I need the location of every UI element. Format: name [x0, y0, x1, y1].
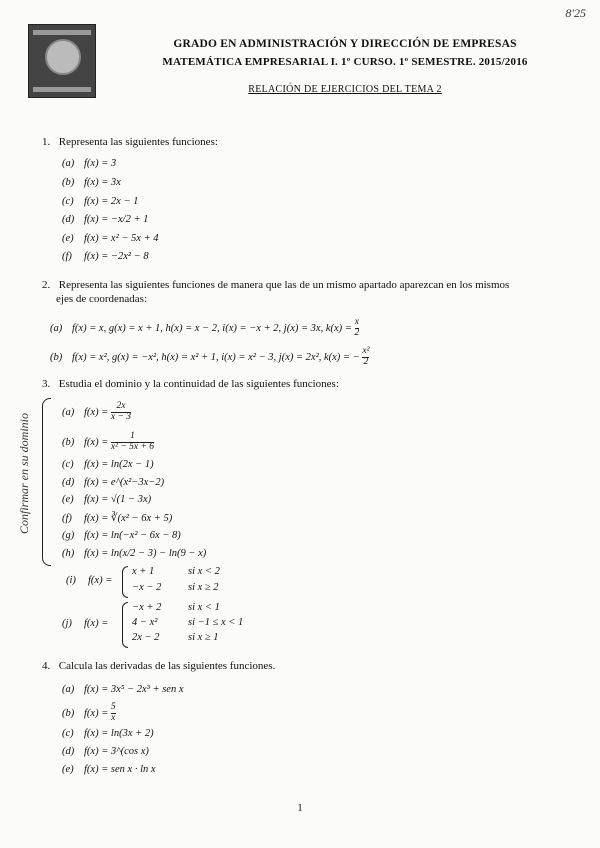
q3-item-b: (b) f(x) = $\frac{1}{\text{x² − 5x + 6}}$ — [62, 431, 155, 452]
question-2 — [42, 279, 562, 291]
piecewise-brace-i — [122, 566, 128, 598]
q3-item-a: (a) f(x) = $\frac{2x}{x - 3}$ — [62, 401, 132, 422]
question-3 — [42, 378, 339, 390]
q3-item-j: (j) f(x) = — [62, 618, 109, 629]
q4-item-c: (c) f(x) = ln(3x + 2) — [62, 728, 154, 739]
q4-item-b: (b) f(x) = $\frac{5}{x}$ — [62, 702, 116, 723]
question-text: Estudia el dominio y la continuidad de las siguientes funciones: — [58, 378, 339, 390]
q1-item-f: (f) f(x) = −2x² − 8 — [62, 251, 149, 262]
q3-item-i: (i) f(x) = — [66, 575, 113, 586]
q4-item-e: (e) f(x) = sen x · ln x — [62, 764, 156, 775]
q1-item-b: (b) f(x) = 3x — [62, 177, 121, 188]
logo-seal — [45, 39, 81, 75]
header-line-1: GRADO EN ADMINISTRACIÓN Y DIRECCIÓN DE EMPRESAS — [173, 38, 517, 50]
q3-item-h: (h) f(x) = ln(x/2 − 3) − ln(9 − x) — [62, 548, 207, 559]
question-2-cont: ejes de coordenadas: — [56, 293, 148, 305]
page-number: 1 — [297, 802, 303, 814]
question-4 — [42, 660, 275, 672]
q4-item-d: (d) f(x) = 3^(cos x) — [62, 746, 149, 757]
question-number: 2. — [42, 279, 51, 291]
q3-item-f: (f) f(x) = ∛(x² − 6x + 5) — [62, 513, 173, 524]
q1-item-a: (a) f(x) = 3 — [62, 158, 117, 169]
q1-item-c: (c) f(x) = 2x − 1 — [62, 196, 139, 207]
q1-item-e: (e) f(x) = x² − 5x + 4 — [62, 233, 159, 244]
piecewise-brace-j — [122, 602, 128, 648]
question-number: 1. — [42, 136, 51, 148]
header-line-2: MATEMÁTICA EMPRESARIAL I. 1º CURSO. 1º SEMESTRE. 2015/2016 — [162, 56, 528, 68]
question-text: Representa las siguientes funciones: — [58, 136, 218, 148]
question-number: 4. — [42, 660, 51, 672]
logo-band-bottom — [33, 87, 91, 92]
q4-item-a: (a) f(x) = 3x⁵ − 2x³ + sen x — [62, 684, 184, 695]
handwritten-side-note: Confirmar en su dominio — [17, 412, 32, 535]
q3-j-row-1: −x + 2 si x < 1 — [132, 602, 220, 613]
logo-band-top — [33, 30, 91, 35]
q2-item-a: (a) f(x) = x, g(x) = x + 1, h(x) = x − 2, i(x) = −x + 2, j(x) = 3x, k(x) = $\frac{x}{2}$ — [50, 317, 360, 338]
sheet-title: RELACIÓN DE EJERCICIOS DEL TEMA 2 — [248, 84, 442, 95]
q3-item-c: (c) f(x) = ln(2x − 1) — [62, 459, 154, 470]
q3-i-row-2: −x − 2 si x ≥ 2 — [132, 582, 219, 593]
q3-j-row-2: 4 − x² si −1 ≤ x < 1 — [132, 617, 244, 628]
q3-i-row-1: x + 1 si x < 2 — [132, 566, 220, 577]
handwritten-note: 8'25 — [565, 6, 586, 20]
q2-item-b: (b) f(x) = x², g(x) = −x², h(x) = x² + 1, i(x) = x² − 3, j(x) = 2x², k(x) = − $\frac{\text{x²}}{2}$ — [50, 346, 370, 367]
handwritten-brace — [42, 398, 51, 566]
university-logo — [28, 24, 96, 98]
q3-item-g: (g) f(x) = ln(−x² − 6x − 8) — [62, 530, 181, 541]
question-text: Calcula las derivadas de las siguientes funciones. — [58, 660, 276, 672]
question-text: Representa las siguientes funciones de manera que las de un mismo apartado aparezcan en los mismos — [58, 279, 510, 291]
question-number: 3. — [42, 378, 51, 390]
q1-item-d: (d) f(x) = −x/2 + 1 — [62, 214, 149, 225]
q3-item-e: (e) f(x) = √(1 − 3x) — [62, 494, 152, 505]
q3-item-d: (d) f(x) = e^(x²−3x−2) — [62, 477, 165, 488]
question-1 — [42, 136, 218, 148]
q3-j-row-3: 2x − 2 si x ≥ 1 — [132, 632, 219, 643]
